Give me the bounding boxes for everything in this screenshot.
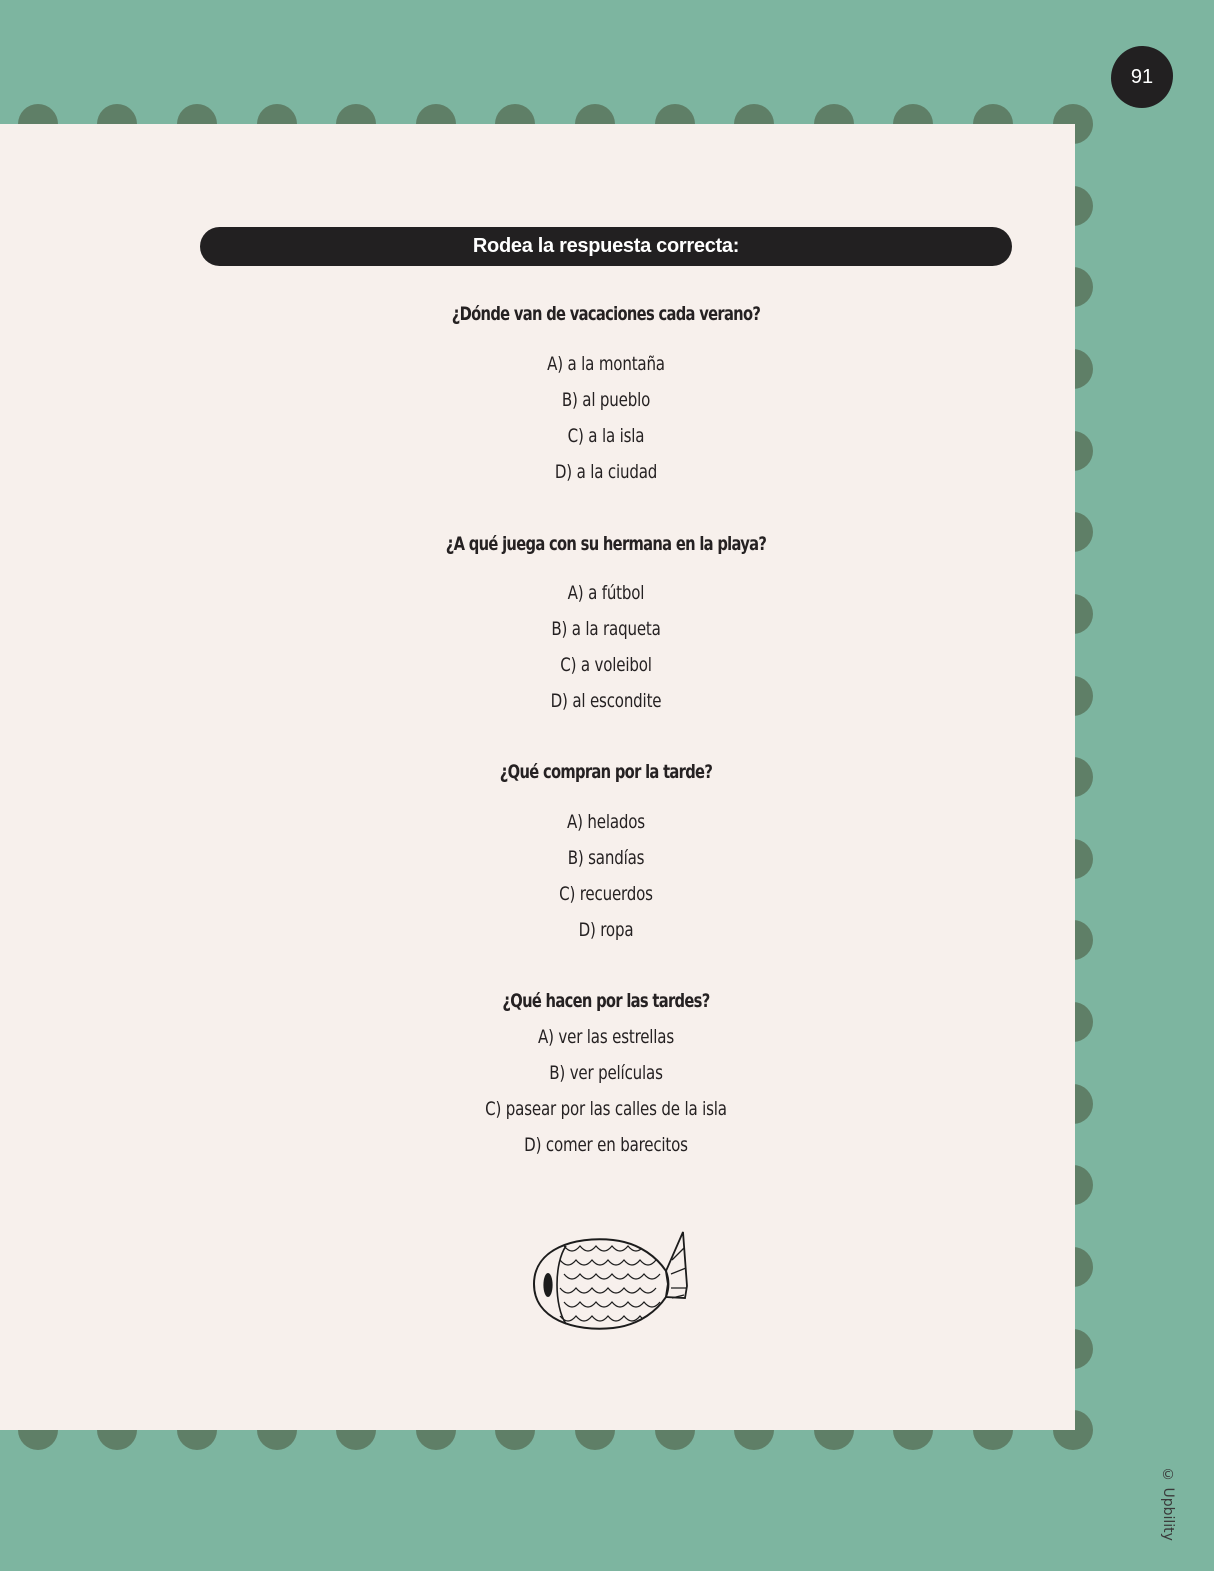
question-2-option-d[interactable]: D) al escondite — [550, 690, 662, 712]
question-1-option-d[interactable]: D) a la ciudad — [554, 461, 658, 483]
question-4-option-b[interactable]: B) ver películas — [549, 1062, 663, 1084]
question-1: ¿Dónde van de vacaciones cada verano? — [451, 303, 761, 325]
question-4: ¿Qué hacen por las tardes? — [502, 990, 710, 1012]
question-4-option-c[interactable]: C) pasear por las calles de la isla — [485, 1098, 727, 1120]
question-4-option-d[interactable]: D) comer en barecitos — [524, 1134, 688, 1156]
fish-icon — [526, 1228, 688, 1338]
question-1-option-b[interactable]: B) al pueblo — [561, 389, 651, 411]
question-2-option-c[interactable]: C) a voleibol — [560, 654, 652, 676]
question-4-option-a[interactable]: A) ver las estrellas — [537, 1026, 675, 1048]
question-1-option-a[interactable]: A) a la montaña — [547, 353, 665, 375]
question-3-option-d[interactable]: D) ropa — [578, 919, 634, 941]
question-2-option-a[interactable]: A) a fútbol — [567, 582, 645, 604]
copyright-text: © Upbility — [1160, 1467, 1176, 1541]
question-3-option-a[interactable]: A) helados — [567, 811, 645, 833]
question-3-option-b[interactable]: B) sandías — [567, 847, 645, 869]
question-3: ¿Qué compran por la tarde? — [499, 761, 713, 783]
instruction-banner: Rodea la respuesta correcta: — [200, 227, 1012, 266]
question-2: ¿A qué juega con su hermana en la playa? — [445, 533, 767, 555]
question-3-option-c[interactable]: C) recuerdos — [559, 883, 653, 905]
page-number: 91 — [1111, 46, 1173, 108]
question-1-option-c[interactable]: C) a la isla — [567, 425, 645, 447]
question-2-option-b[interactable]: B) a la raqueta — [551, 618, 661, 640]
